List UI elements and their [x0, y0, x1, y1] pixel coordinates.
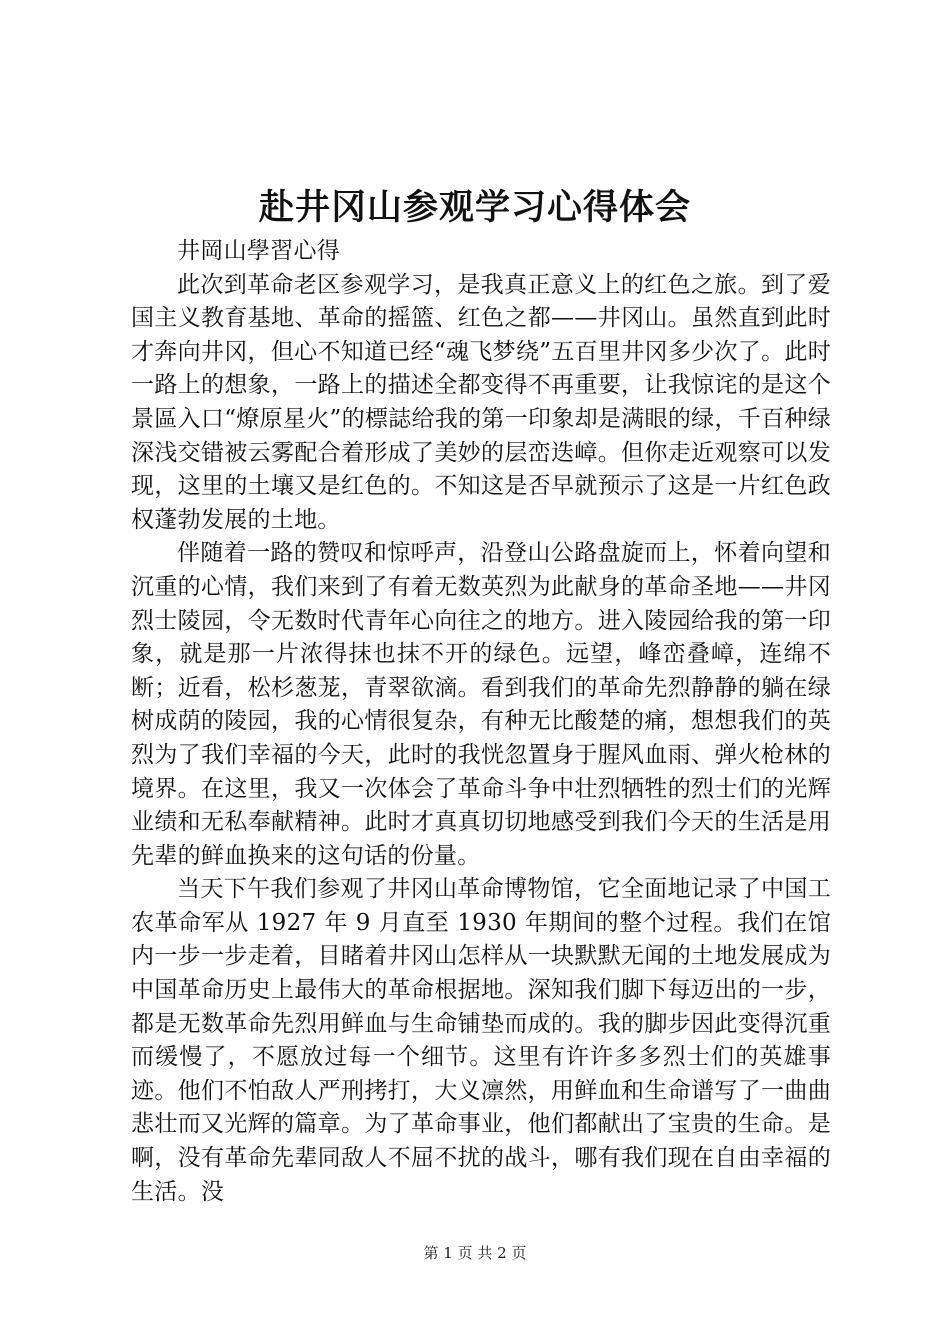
document-body	[131, 235, 831, 1209]
body-paragraph: 伴随着一路的赞叹和惊呼声，沿登山公路盘旋而上，怀着向望和沉重的心情，我们来到了有着无数英烈为此献身的革命圣地——井冈烈士陵园，令无数时代青年心向往之的地方。进入陵园给我的第一印象，就是那一片浓得抹也抹不开的绿色。远望，峰峦叠嶂，连绵不断；近看，松杉葱茏，青翠欲滴。看到我们的革命先烈静静的躺在绿树成荫的陵园，我的心情很复杂，有种无比酸楚的痛，想想我们的英烈为了我们幸福的今天，此时的我恍忽置身于腥风血雨、弹火枪林的境界。在这里，我又一次体会了革命斗争中壮烈牺牲的烈士们的光辉业绩和无私奉献精神。此时才真真切切地感受到我们今天的生活是用先辈的鲜血换来的这句话的份量。	[131, 540, 831, 869]
page-footer: 第 1 页 共 2 页	[423, 1244, 527, 1262]
body-paragraph: 此次到革命老区参观学习，是我真正意义上的红色之旅。到了爱国主义教育基地、革命的摇篮、红色之都——井冈山。虽然直到此时才奔向井冈，但心不知道已经“魂飞梦绕”五百里井冈多少次了。此时一路上的想象，一路上的描述全都变得不再重要，让我惊诧的是这个景區入口“燎原星火”的標誌给我的第一印象却是满眼的绿，千百种绿深浅交错被云雾配合着形成了美妙的层峦迭嶂。但你走近观察可以发现，这里的土壤又是红色的。不知这是否早就预示了这是一片红色政权蓬勃发展的土地。	[131, 271, 831, 533]
page-title: 赴井冈山参观学习心得体会	[258, 188, 691, 228]
subtitle-line: 井岡山學習心得	[177, 238, 341, 264]
body-paragraph: 当天下午我们参观了井冈山革命博物馆，它全面地记录了中国工农革命军从 1927 年 9 月直至 1930 年期间的整个过程。我们在馆内一步一步走着，目睹着井冈山怎样从一块默默无闻的土地发展成为中国革命历史上最伟大的革命根据地。深知我们脚下每迈出的一步，都是无数革命先烈用鲜血与生命铺垫而成的。我的脚步因此变得沉重而缓慢了，不愿放过每一个细节。这里有许许多多烈士们的英雄事迹。他们不怕敌人严刑拷打，大义凛然，用鲜血和生命谱写了一曲曲悲壮而又光辉的篇章。为了革命事业，他们都献出了宝贵的生命。是啊，没有革命先辈同敌人不屈不扰的战斗，哪有我们现在自由幸福的生活。没	[131, 876, 831, 1205]
